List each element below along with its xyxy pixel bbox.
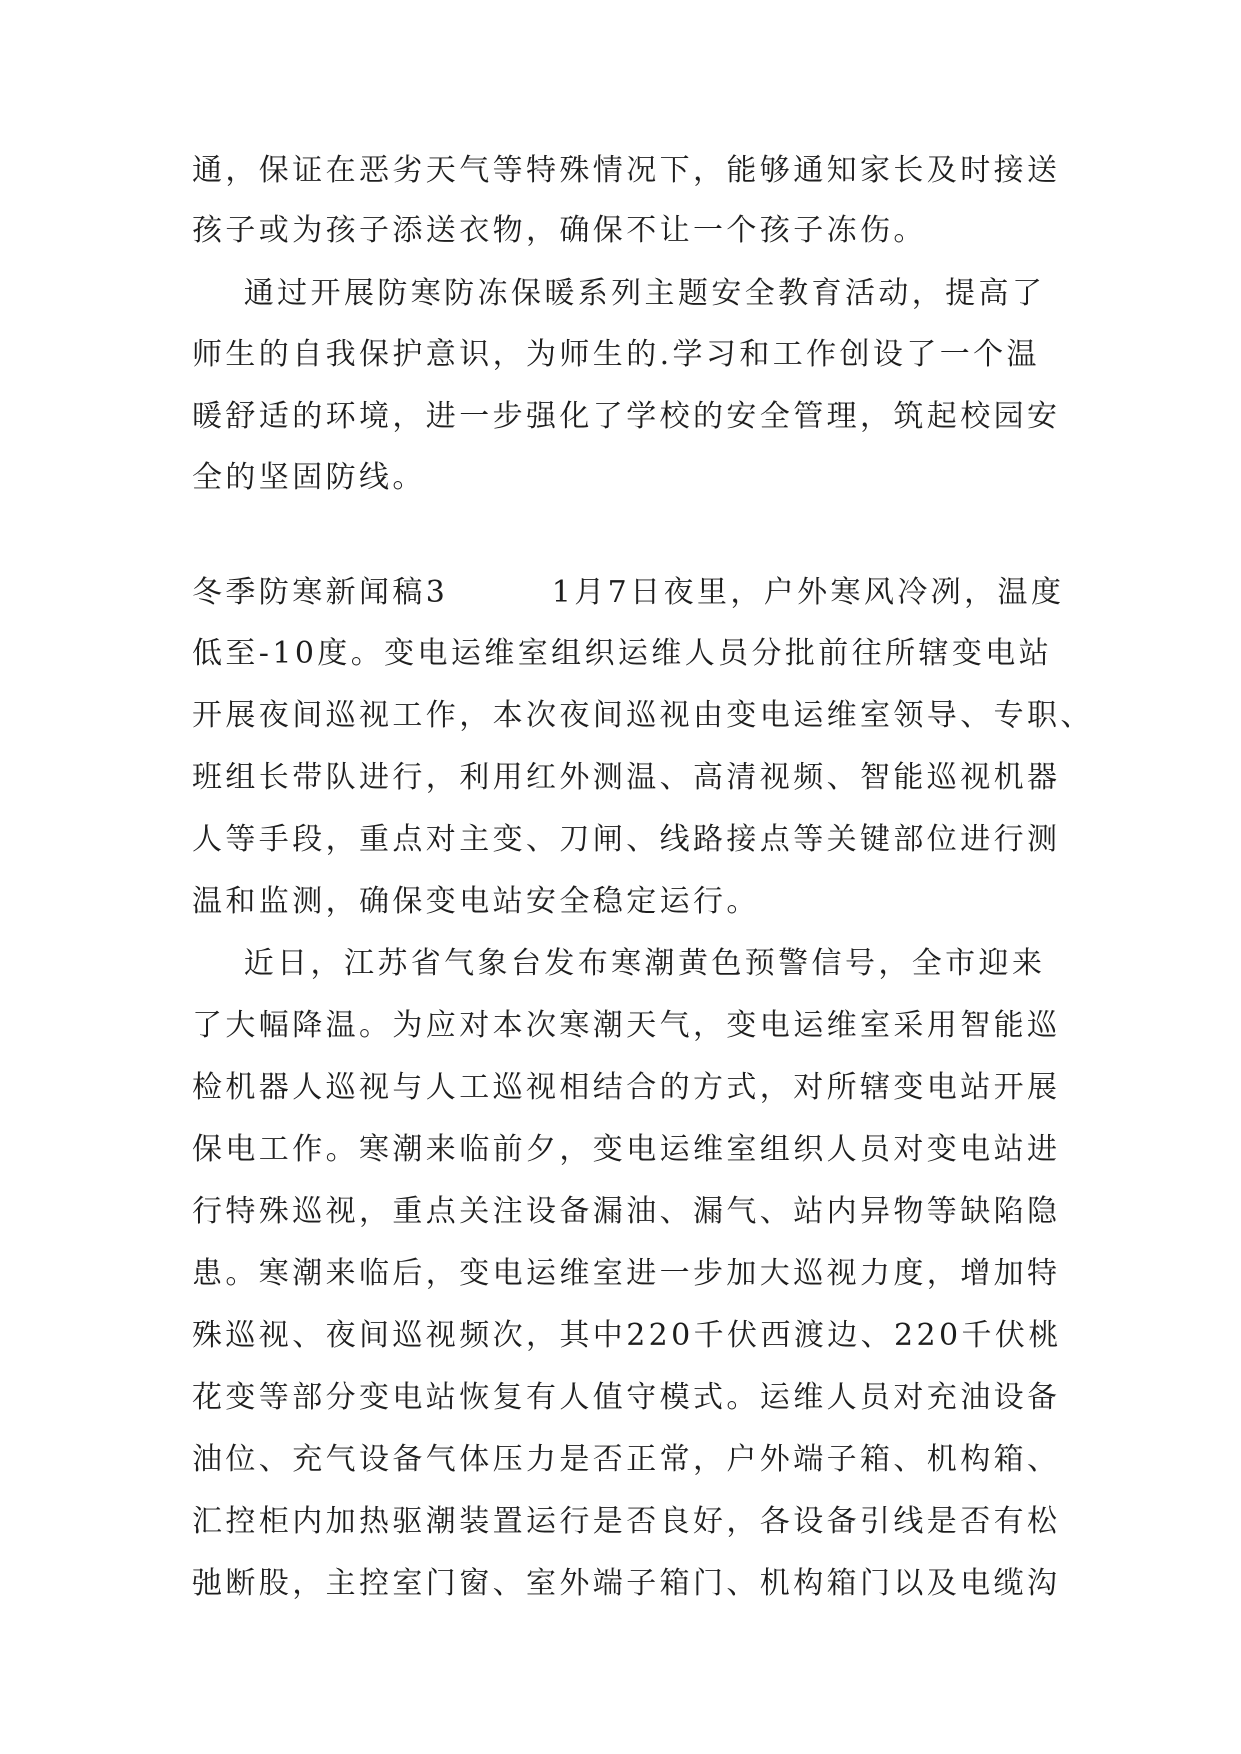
text-line: 殊巡视、夜间巡视频次，其中220千伏西渡边、220千伏桃 (192, 1318, 1062, 1353)
text-line: 师生的自我保护意识，为师生的.学习和工作创设了一个温 (192, 337, 1040, 372)
text-line: 行特殊巡视，重点关注设备漏油、漏气、站内异物等缺陷隐 (192, 1194, 1061, 1229)
text-line: 低至-10度。变电运维室组织运维人员分批前往所辖变电站 (192, 636, 1053, 671)
text-line: 了大幅降温。为应对本次寒潮天气，变电运维室采用智能巡 (192, 1008, 1061, 1043)
text-line: 全的坚固防线。 (192, 460, 426, 495)
text-line: 检机器人巡视与人工巡视相结合的方式，对所辖变电站开展 (192, 1070, 1061, 1105)
text-line: 弛断股，主控室门窗、室外端子箱门、机构箱门以及电缆沟 (192, 1566, 1061, 1601)
text-line: 通过开展防寒防冻保暖系列主题安全教育活动，提高了 (192, 276, 1046, 311)
text-line: 近日，江苏省气象台发布寒潮黄色预警信号，全市迎来 (192, 946, 1046, 981)
text-line: 人等手段，重点对主变、刀闸、线路接点等关键部位进行测 (192, 822, 1061, 857)
text-line: 暖舒适的环境，进一步强化了学校的安全管理，筑起校园安 (192, 399, 1061, 434)
text-line: 班组长带队进行，利用红外测温、高清视频、智能巡视机器 (192, 760, 1061, 795)
text-line: 患。寒潮来临后，变电运维室进一步加大巡视力度，增加特 (192, 1256, 1061, 1291)
text-line: 油位、充气设备气体压力是否正常，户外端子箱、机构箱、 (192, 1442, 1061, 1477)
text-line: 温和监测，确保变电站安全稳定运行。 (192, 884, 760, 919)
text-line: 开展夜间巡视工作，本次夜间巡视由变电运维室领导、专职、 (192, 698, 1094, 733)
text-line: 冬季防寒新闻稿3 1月7日夜里，户外寒风冷冽，温度 (192, 575, 1065, 610)
text-line: 汇控柜内加热驱潮装置运行是否良好，各设备引线是否有松 (192, 1504, 1061, 1539)
text-line: 通，保证在恶劣天气等特殊情况下，能够通知家长及时接送 (192, 153, 1061, 188)
text-line: 孩子或为孩子添送衣物，确保不让一个孩子冻伤。 (192, 213, 927, 248)
text-line: 花变等部分变电站恢复有人值守模式。运维人员对充油设备 (192, 1380, 1061, 1415)
text-line: 保电工作。寒潮来临前夕，变电运维室组织人员对变电站进 (192, 1132, 1061, 1167)
